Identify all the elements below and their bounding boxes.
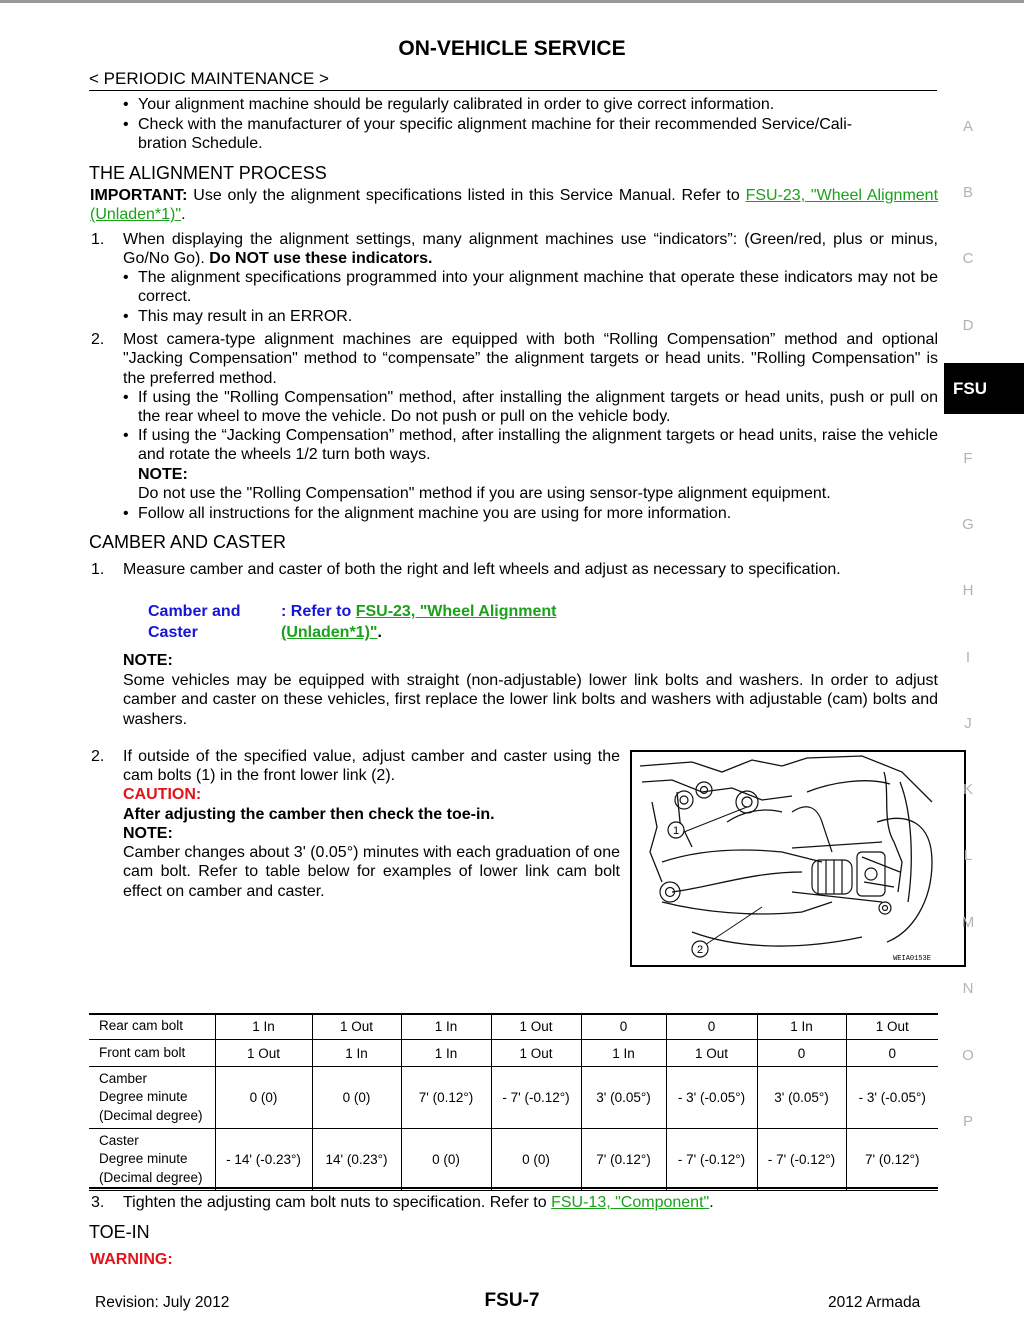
- component-link[interactable]: FSU-13, "Component": [551, 1194, 710, 1211]
- camber-step-1: Measure camber and caster of both the right and left wheels and adjust as necessary to specification.: [123, 561, 841, 578]
- section-heading-alignment: THE ALIGNMENT PROCESS: [89, 163, 327, 183]
- alignment-step-2-bullet-1: If using the "Rolling Compensation" method, after installing the alignment targets or head units, push or pull on the rear wheel to move the vehicle. Do not push or pull on the vehicle body.: [138, 389, 938, 426]
- spec-reference: [281, 601, 556, 643]
- row-header: [89, 1129, 215, 1191]
- row-header: [89, 1013, 215, 1040]
- table-cell: 0: [846, 1040, 938, 1067]
- note-label: NOTE:: [138, 466, 188, 483]
- spec-label-line-2: Caster: [148, 624, 198, 641]
- alignment-step-1-bullet-2: This may result in an ERROR.: [138, 308, 353, 325]
- row-header-line: Rear cam bolt: [99, 1017, 184, 1033]
- caution-label: CAUTION:: [123, 786, 202, 803]
- bullet-marker: •: [123, 308, 129, 325]
- table-cell: 0 (0): [401, 1129, 491, 1191]
- section-tab-fsu[interactable]: FSU: [944, 363, 1024, 414]
- intro-bullet-1: Your alignment machine should be regularly calibrated in order to give correct information.: [138, 96, 775, 113]
- bullet-marker: •: [123, 505, 129, 522]
- front-lower-link-diagram: [632, 752, 964, 965]
- section-index-g[interactable]: G: [962, 516, 974, 533]
- section-heading-toe-in: TOE-IN: [89, 1222, 150, 1242]
- section-index-m[interactable]: M: [961, 914, 975, 931]
- section-index-o[interactable]: O: [962, 1047, 974, 1064]
- page-number: FSU-7: [484, 1290, 540, 1311]
- section-index-d[interactable]: D: [962, 317, 974, 334]
- table-bottom-rule: [89, 1187, 938, 1189]
- table-cell: 7' (0.12°): [846, 1129, 938, 1191]
- alignment-step-2-bullet-2: If using the “Jacking Compensation” method, after installing the alignment targets or head units, raise the vehicle and rotate the wheels 1/2 turn both ways.: [138, 427, 938, 464]
- step-bold-text: Do NOT use these indicators.: [209, 250, 433, 268]
- section-index-i[interactable]: I: [965, 649, 971, 666]
- table-row: [89, 1129, 938, 1191]
- row-header-line: Degree minute: [99, 1151, 188, 1167]
- table-cell: 7' (0.12°): [581, 1129, 666, 1191]
- intro-bullet-2-cont: bration Schedule.: [138, 135, 263, 152]
- table-cell: 14' (0.23°): [312, 1129, 401, 1191]
- spec-label-line-1: Camber and: [148, 603, 241, 620]
- period: .: [181, 206, 186, 224]
- section-index-j[interactable]: J: [964, 715, 972, 732]
- section-index-k[interactable]: K: [962, 781, 973, 798]
- table-cell: 0 (0): [312, 1067, 401, 1129]
- table-cell: 3' (0.05°): [757, 1067, 846, 1129]
- section-heading-camber: CAMBER AND CASTER: [89, 532, 287, 552]
- section-index-c[interactable]: C: [962, 250, 974, 267]
- table-cell: 1 In: [581, 1040, 666, 1067]
- step-number: 3.: [91, 1194, 105, 1211]
- important-label: IMPORTANT:: [90, 187, 188, 204]
- alignment-step-1: [123, 230, 938, 269]
- spec-link-line-2[interactable]: (Unladen*1)": [281, 624, 378, 641]
- row-header-line: Degree minute: [99, 1089, 188, 1105]
- table-cell: 1 In: [401, 1013, 491, 1040]
- figure-code: WEIA0153E: [893, 955, 931, 963]
- caution-text: After adjusting the camber then check the toe-in.: [123, 806, 495, 823]
- table-cell: 0 (0): [491, 1129, 581, 1191]
- table-cell: - 7' (-0.12°): [491, 1067, 581, 1129]
- alignment-step-1-bullet-1: The alignment specifications programmed into your alignment machine that operate these indicators may not be correct.: [138, 269, 938, 306]
- section-index-a[interactable]: A: [962, 118, 973, 135]
- header-divider: [89, 90, 937, 91]
- table-row: [89, 1013, 938, 1040]
- important-note: [90, 186, 938, 225]
- table-cell: 1 In: [757, 1013, 846, 1040]
- intro-bullet-2: Check with the manufacturer of your specific alignment machine for their recommended Service/Cali-: [138, 116, 853, 133]
- page-title: ON-VEHICLE SERVICE: [398, 37, 626, 60]
- camber-step-2: If outside of the specified value, adjust camber and caster using the cam bolts (1) in the front lower link (2).: [123, 748, 620, 785]
- note-label: NOTE:: [123, 652, 173, 669]
- alignment-step-2: Most camera-type alignment machines are equipped with both “Rolling Compensation” method and optional "Jacking Compensation" method to “compensate” the alignment targets or head units. "Rolling Compensation" is the preferred method.: [123, 331, 938, 387]
- step-text: When displaying the alignment settings, many alignment machines use “indicators”: (Green/red, plus or minus, Go/No Go).: [123, 231, 938, 268]
- row-header-line: Caster: [99, 1132, 139, 1148]
- step-number: 2.: [91, 331, 105, 348]
- table-cell: 0: [757, 1040, 846, 1067]
- row-header: [89, 1067, 215, 1129]
- table-cell: 0: [666, 1013, 757, 1040]
- important-text: Use only the alignment specifications listed in this Service Manual. Refer to: [193, 187, 740, 204]
- period: .: [709, 1194, 714, 1211]
- breadcrumb: < PERIODIC MAINTENANCE >: [89, 69, 329, 88]
- step-text: Tighten the adjusting cam bolt nuts to specification. Refer to: [123, 1194, 547, 1211]
- table-cell: - 3' (-0.05°): [846, 1067, 938, 1129]
- table-cell: 1 Out: [491, 1013, 581, 1040]
- callout-2: 2: [696, 944, 704, 956]
- bullet-marker: •: [123, 96, 129, 113]
- section-index-n[interactable]: N: [962, 980, 974, 997]
- step-number: 1.: [91, 231, 105, 248]
- table-cell: 1 Out: [312, 1013, 401, 1040]
- spec-link-line-1[interactable]: FSU-23, "Wheel Alignment: [355, 603, 557, 620]
- callout-1: 1: [672, 825, 680, 837]
- note-text: Do not use the "Rolling Compensation" method if you are using sensor-type alignment equipment.: [138, 485, 831, 502]
- cam-bolt-table: [89, 1013, 938, 1191]
- table-cell: 1 In: [401, 1040, 491, 1067]
- period: .: [377, 624, 382, 641]
- top-border: [0, 0, 1024, 3]
- wheel-alignment-link[interactable]: FSU-23, "Wheel Alignment (Unladen*1)": [90, 187, 939, 224]
- table-cell: 3' (0.05°): [581, 1067, 666, 1129]
- table-row: [89, 1067, 938, 1129]
- table-cell: - 7' (-0.12°): [666, 1129, 757, 1191]
- note-label: NOTE:: [123, 825, 173, 842]
- table-cell: 1 Out: [491, 1040, 581, 1067]
- section-index-p[interactable]: P: [962, 1113, 973, 1130]
- suspension-figure: [630, 750, 966, 967]
- table-cell: 1 Out: [215, 1040, 312, 1067]
- step-number: 2.: [91, 748, 105, 765]
- revision-date: Revision: July 2012: [95, 1294, 230, 1311]
- step-number: 1.: [91, 561, 105, 578]
- table-row: [89, 1040, 938, 1067]
- bullet-marker: •: [123, 116, 129, 133]
- bullet-marker: •: [123, 427, 129, 444]
- table-cell: 1 In: [215, 1013, 312, 1040]
- camber-step-3: [123, 1193, 938, 1212]
- camber-note-text: Some vehicles may be equipped with straight (non-adjustable) lower link bolts and washers. In order to adjust camber and caster on these vehicles, first replace the lower link bolts and washers with adjustable (cam) bolts and washers.: [123, 672, 938, 728]
- row-header-line: (Decimal degree): [99, 1107, 203, 1123]
- table-cell: 1 Out: [666, 1040, 757, 1067]
- alignment-step-2-bullet-3: Follow all instructions for the alignment machine you are using for more information.: [138, 505, 732, 522]
- section-index-b[interactable]: B: [962, 184, 973, 201]
- table-cell: - 3' (-0.05°): [666, 1067, 757, 1129]
- table-cell: 0: [581, 1013, 666, 1040]
- row-header: [89, 1040, 215, 1067]
- row-header-line: Camber: [99, 1070, 148, 1086]
- bullet-marker: •: [123, 389, 129, 406]
- row-header-line: Front cam bolt: [99, 1044, 186, 1060]
- table-cell: 1 Out: [846, 1013, 938, 1040]
- table-cell: 0 (0): [215, 1067, 312, 1129]
- table-cell: - 14' (-0.23°): [215, 1129, 312, 1191]
- warning-label: WARNING:: [90, 1251, 173, 1268]
- camber-note-2-text: Camber changes about 3' (0.05°) minutes with each graduation of one cam bolt. Refer to table below for examples of lower link cam bolt effect on camber and caster.: [123, 844, 620, 900]
- section-index-f[interactable]: F: [963, 450, 973, 467]
- table-cell: 7' (0.12°): [401, 1067, 491, 1129]
- bullet-marker: •: [123, 269, 129, 286]
- row-header-line: (Decimal degree): [99, 1169, 203, 1185]
- table-cell: - 7' (-0.12°): [757, 1129, 846, 1191]
- table-cell: 1 In: [312, 1040, 401, 1067]
- spec-label: [148, 601, 240, 643]
- section-index-l[interactable]: L: [963, 847, 973, 864]
- spec-refer: : Refer to: [281, 603, 352, 620]
- section-index-h[interactable]: H: [962, 582, 974, 599]
- vehicle-model: 2012 Armada: [828, 1294, 921, 1311]
